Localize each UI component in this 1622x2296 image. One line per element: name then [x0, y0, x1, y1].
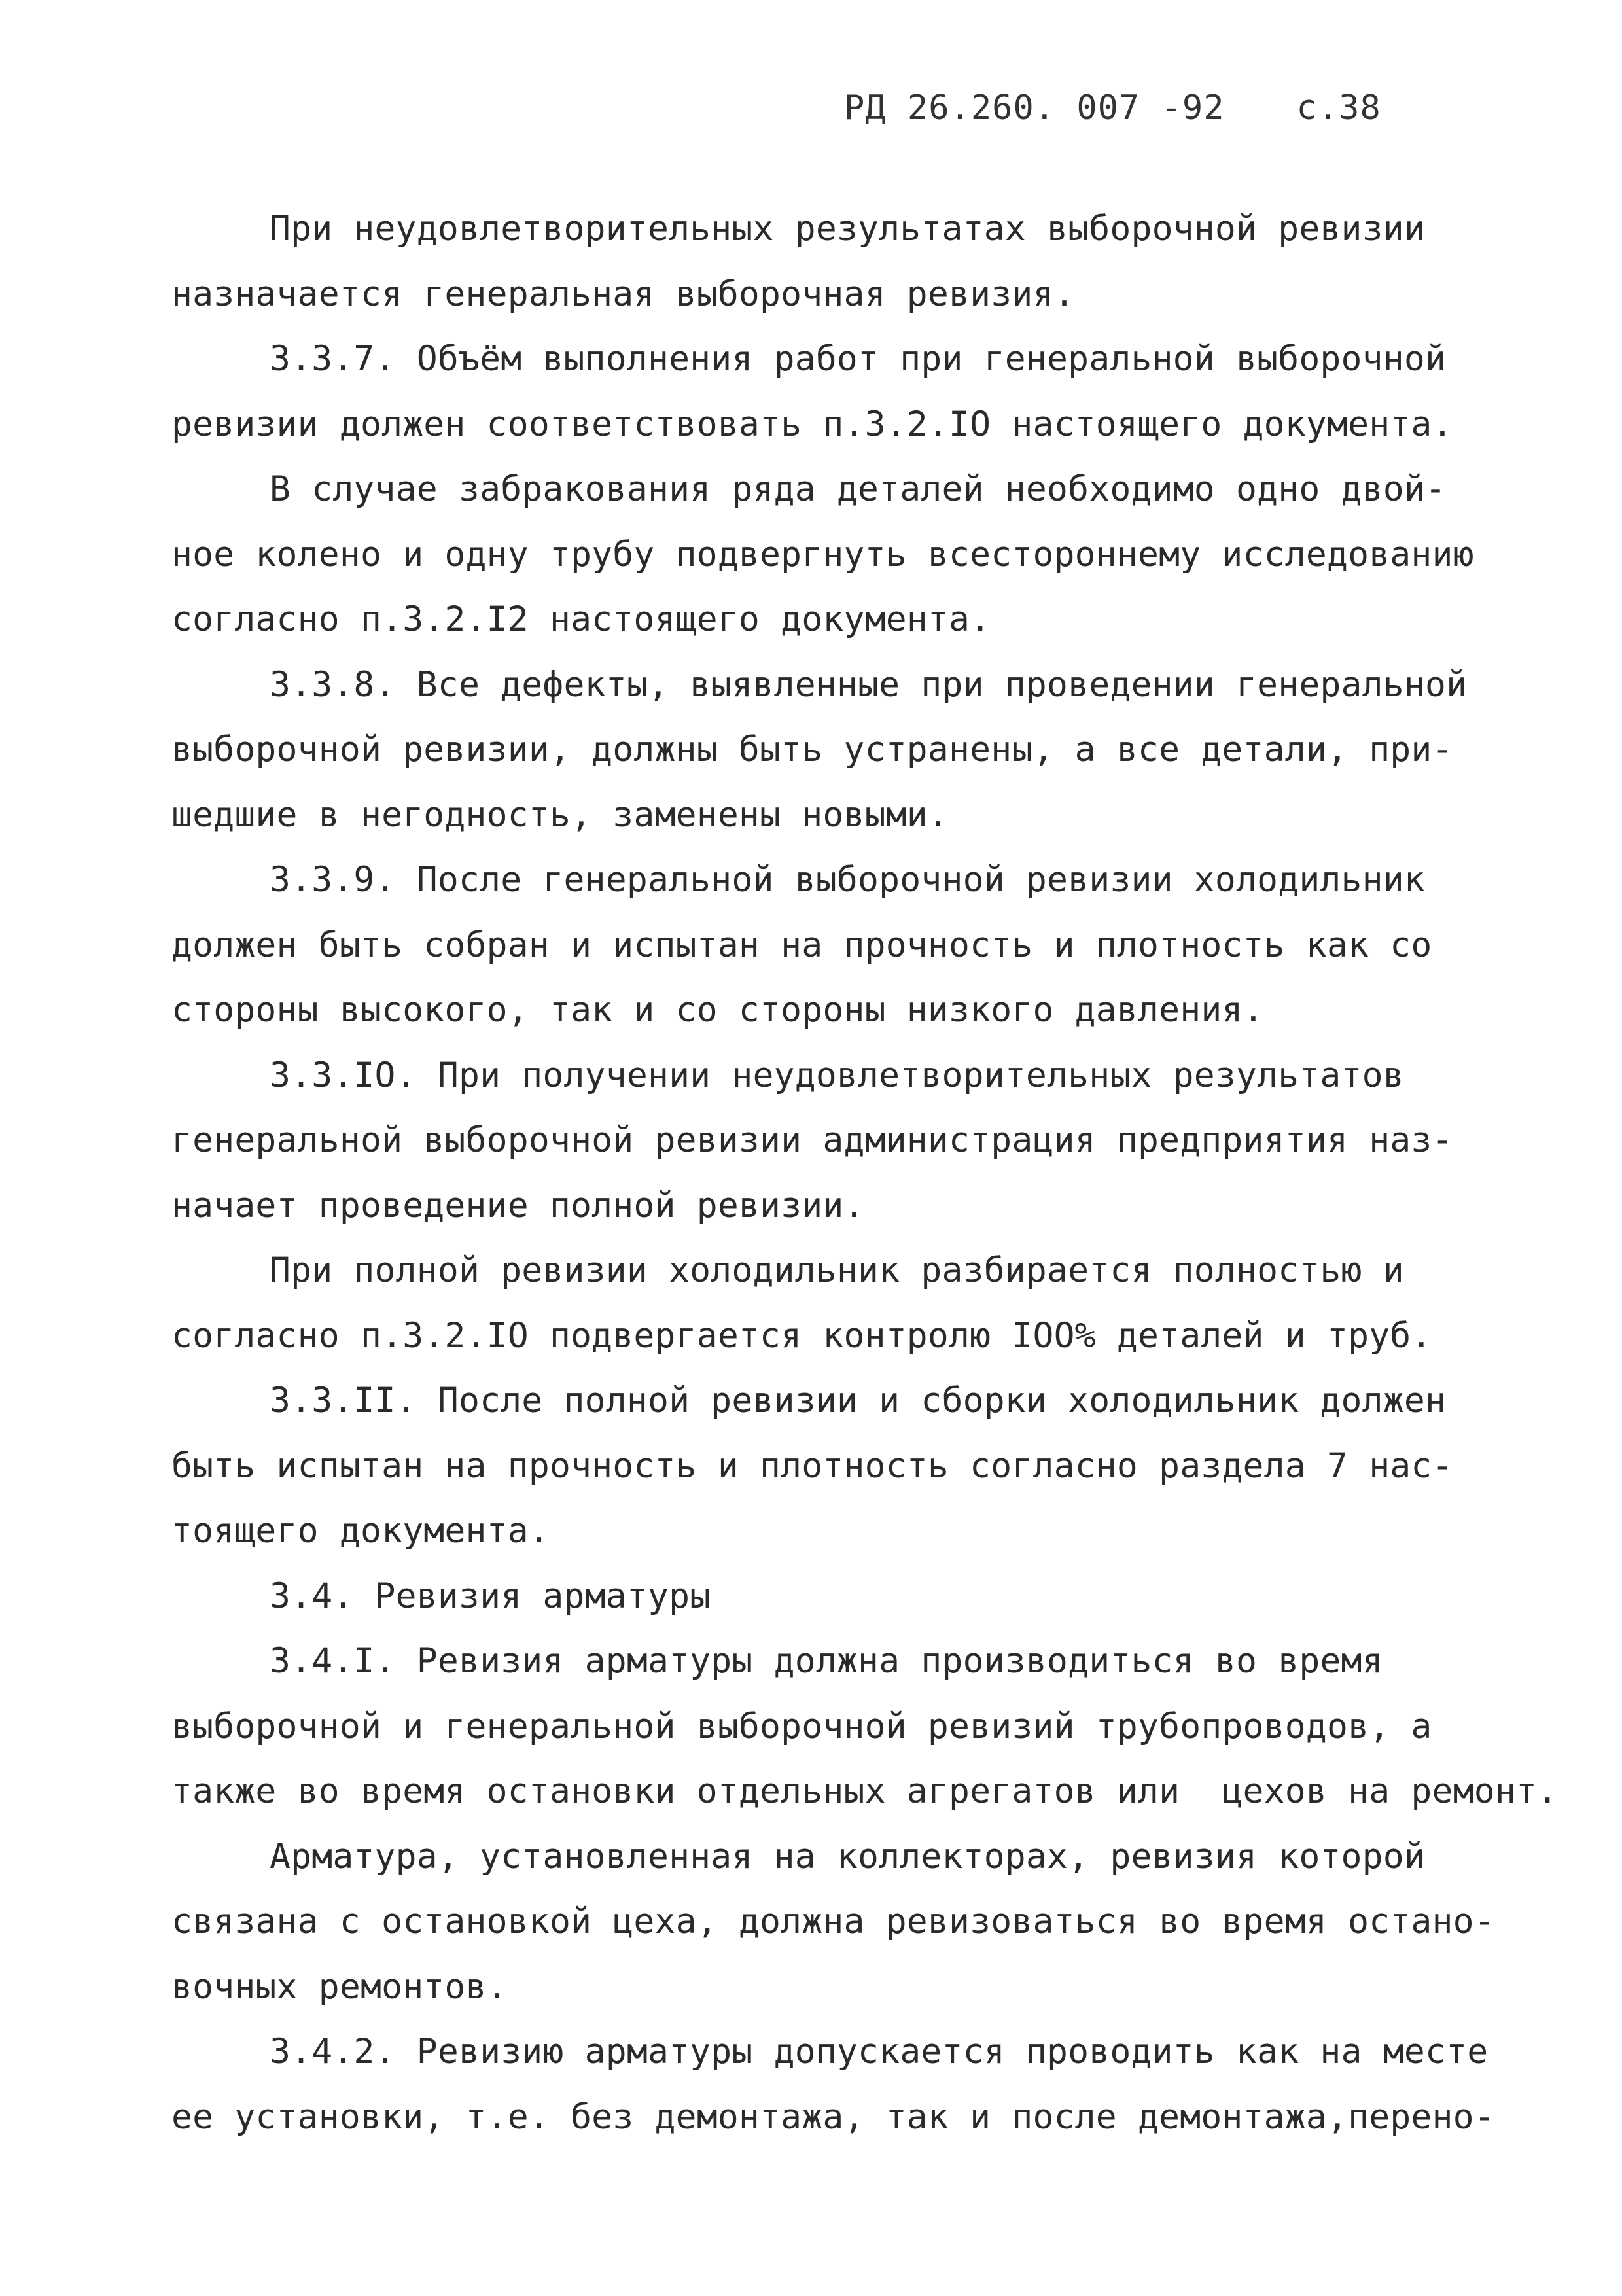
text-line: ное колено и одну трубу подвергнуть всестороннему исследованию: [171, 534, 1474, 574]
text-line: 3.3.8. Все дефекты, выявленные при проведении генеральной: [270, 664, 1468, 705]
text-line: 3.4. Ревизия арматуры: [270, 1576, 711, 1616]
text-line: связана с остановкой цеха, должна ревизоваться во время остано-: [171, 1901, 1495, 1941]
text-line: Арматура, установленная на коллекторах, ревизия которой: [270, 1836, 1425, 1877]
text-line: ревизии должен соответствовать п.3.2.IO настоящего документа.: [171, 404, 1453, 444]
body-text: [171, 196, 1559, 2149]
text-line: 3.4.2. Ревизию арматуры допускается проводить как на месте: [270, 2032, 1489, 2072]
text-line: назначается генеральная выборочная ревизия.: [171, 274, 1075, 314]
text-line: При неудовлетворительных результатах выборочной ревизии: [270, 209, 1425, 249]
text-line: шедшие в негодность, заменены новыми.: [171, 794, 949, 835]
page-number: с.38: [1296, 88, 1381, 128]
text-line: 3.4.I. Ревизия арматуры должна производиться во время: [270, 1641, 1383, 1681]
text-line: генеральной выборочной ревизии администрация предприятия наз-: [171, 1120, 1453, 1160]
text-line: 3.3.II. После полной ревизии и сборки холодильник должен: [270, 1381, 1447, 1421]
text-line: быть испытан на прочность и плотность согласно раздела 7 нас-: [171, 1445, 1453, 1486]
text-line: согласно п.3.2.IO подвергается контролю IOO% деталей и труб.: [171, 1315, 1432, 1356]
text-line: тоящего документа.: [171, 1511, 550, 1551]
text-line: должен быть собран и испытан на прочность и плотность как со: [171, 925, 1432, 965]
text-line: При полной ревизии холодильник разбирается полностью и: [270, 1250, 1404, 1290]
text-line: В случае забракования ряда деталей необходимо одно двой-: [270, 469, 1447, 509]
text-line: 3.3.9. После генеральной выборочной ревизии холодильник: [270, 860, 1425, 900]
text-line: начает проведение полной ревизии.: [171, 1185, 865, 1226]
text-line: стороны высокого, так и со стороны низкого давления.: [171, 990, 1264, 1030]
text-line: 3.3.IO. При получении неудовлетворительных результатов: [270, 1055, 1404, 1095]
text-line: также во время остановки отдельных агрегатов или цехов на ремонт.: [171, 1771, 1559, 1811]
text-line: вочных ремонтов.: [171, 1966, 508, 2007]
text-line: согласно п.3.2.I2 настоящего документа.: [171, 599, 991, 639]
text-line: 3.3.7. Объём выполнения работ при генеральной выборочной: [270, 339, 1447, 379]
page-header: [844, 88, 1381, 128]
document-code: РД 26.260. 007 -92: [844, 88, 1225, 128]
text-line: выборочной и генеральной выборочной ревизий трубопроводов, а: [171, 1706, 1432, 1746]
text-line: ее установки, т.е. без демонтажа, так и после демонтажа,перено-: [171, 2096, 1495, 2137]
text-line: выборочной ревизии, должны быть устранены, а все детали, при-: [171, 730, 1453, 769]
